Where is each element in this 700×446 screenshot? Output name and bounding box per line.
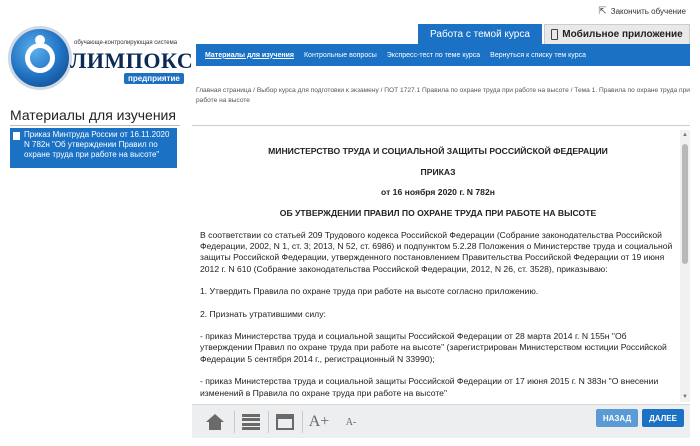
doc-type: ПРИКАЗ (420, 167, 456, 178)
back-button[interactable]: НАЗАД (596, 409, 638, 427)
sidebar-title: Материалы для изучения (10, 107, 176, 123)
home-button[interactable] (202, 409, 228, 435)
font-decrease-icon: A- (345, 416, 357, 428)
phone-icon (551, 29, 558, 40)
topic-navbar (196, 44, 690, 66)
doc-ministry: МИНИСТЕРСТВО ТРУДА И СОЦИАЛЬНОЙ ЗАЩИТЫ РОССИЙСКОЙ ФЕДЕРАЦИИ (268, 146, 608, 156)
logo-emblem-icon (8, 26, 72, 90)
sidebar-divider (10, 125, 180, 126)
logo[interactable] (8, 22, 194, 92)
font-increase-button[interactable] (306, 409, 332, 435)
next-button[interactable]: ДАЛЕЕ (642, 409, 684, 427)
doc-date: от 16 ноября 2020 г. N 782н (381, 186, 495, 197)
font-decrease-button[interactable] (338, 409, 364, 435)
doc-paragraph: 2. Признать утратившими силу: (200, 308, 326, 319)
scroll-up-icon[interactable]: ▲ (682, 132, 688, 138)
finish-training-link[interactable] (598, 6, 686, 17)
breadcrumb[interactable]: Главная страница / Выбор курса для подготовки к экзамену / ПОТ 1727.1 Правила по охране труда при работе на высоте / Тема 1. Правила по охране труда при работе на высоте (196, 87, 690, 104)
content-scrollbar[interactable] (680, 130, 690, 402)
document-content (200, 140, 676, 402)
exit-icon: ⇱ (598, 6, 607, 17)
logo-tag: предприятие (124, 73, 184, 84)
sidebar-item-label: Приказ Минтруда России от 16.11.2020 N 782н "Об утверждении Правил по охране труда при работе на высоте" (24, 130, 170, 159)
tab-course-topic-label: Работа с темой курса (430, 28, 530, 40)
sidebar-item-order[interactable] (10, 128, 177, 168)
logo-subtitle: обучающе-контролирующая система (74, 40, 178, 46)
font-increase-icon: A+ (308, 413, 330, 430)
doc-paragraph: - приказ Министерства труда и социальной защиты Российской Федерации от 28 марта 2014 г. N 155н "Об утверждении Правил по охране труда при работе на высоте" (зарегистрирован Министерством юстиции Российской Федерации 5 сентября 2014 г., регистрационный N 33990); (200, 331, 667, 364)
tab-mobile-app-label: Мобильное приложение (562, 29, 683, 40)
document-icon (13, 132, 20, 140)
contents-button[interactable] (238, 409, 264, 435)
doc-paragraph: 1. Утвердить Правила по охране труда при работе на высоте согласно приложению. (200, 286, 539, 297)
logo-name: ЛИМПОКС (70, 48, 194, 73)
scroll-thumb[interactable] (682, 144, 688, 264)
nav-materials[interactable]: Материалы для изучения (205, 51, 294, 59)
window-icon (276, 414, 294, 430)
finish-training-label: Закончить обучение (610, 7, 686, 16)
nav-express-test[interactable]: Экспресс-тест по теме курса (386, 51, 481, 59)
tab-course-topic[interactable] (418, 24, 542, 44)
doc-paragraph: - приказ Министерства труда и социальной защиты Российской Федерации от 17 июня 2015 г. N 383н "О внесении изменений в Правила по охране труда при работе на высоте" (200, 376, 659, 398)
nav-back-to-topics[interactable]: Вернуться к списку тем курса (490, 51, 587, 59)
home-icon (206, 414, 224, 430)
tab-mobile-app[interactable] (544, 24, 690, 44)
list-icon (242, 414, 260, 430)
nav-control-questions[interactable]: Контрольные вопросы (303, 51, 377, 59)
scroll-down-icon[interactable]: ▼ (682, 394, 688, 400)
window-button[interactable] (272, 409, 298, 435)
doc-title: ОБ УТВЕРЖДЕНИИ ПРАВИЛ ПО ОХРАНЕ ТРУДА ПРИ РАБОТЕ НА ВЫСОТЕ (279, 208, 597, 219)
doc-paragraph: В соответствии со статьей 209 Трудового кодекса Российской Федерации (Собрание законодательства Российской Федерации, 2002, N 1, ст. 3; 2013, N 52, ст. 6986) и подпунктом 5.2.28 Положения о Министерстве труда и социальной защиты Российской Федерации, утвержденного постановлением Правительства Российской Федерации от 19 июня 2012 г. N 610 (Собрание законодательства Российской Федерации, 2012, N 26, ст. 3528), приказываю: (200, 229, 673, 274)
